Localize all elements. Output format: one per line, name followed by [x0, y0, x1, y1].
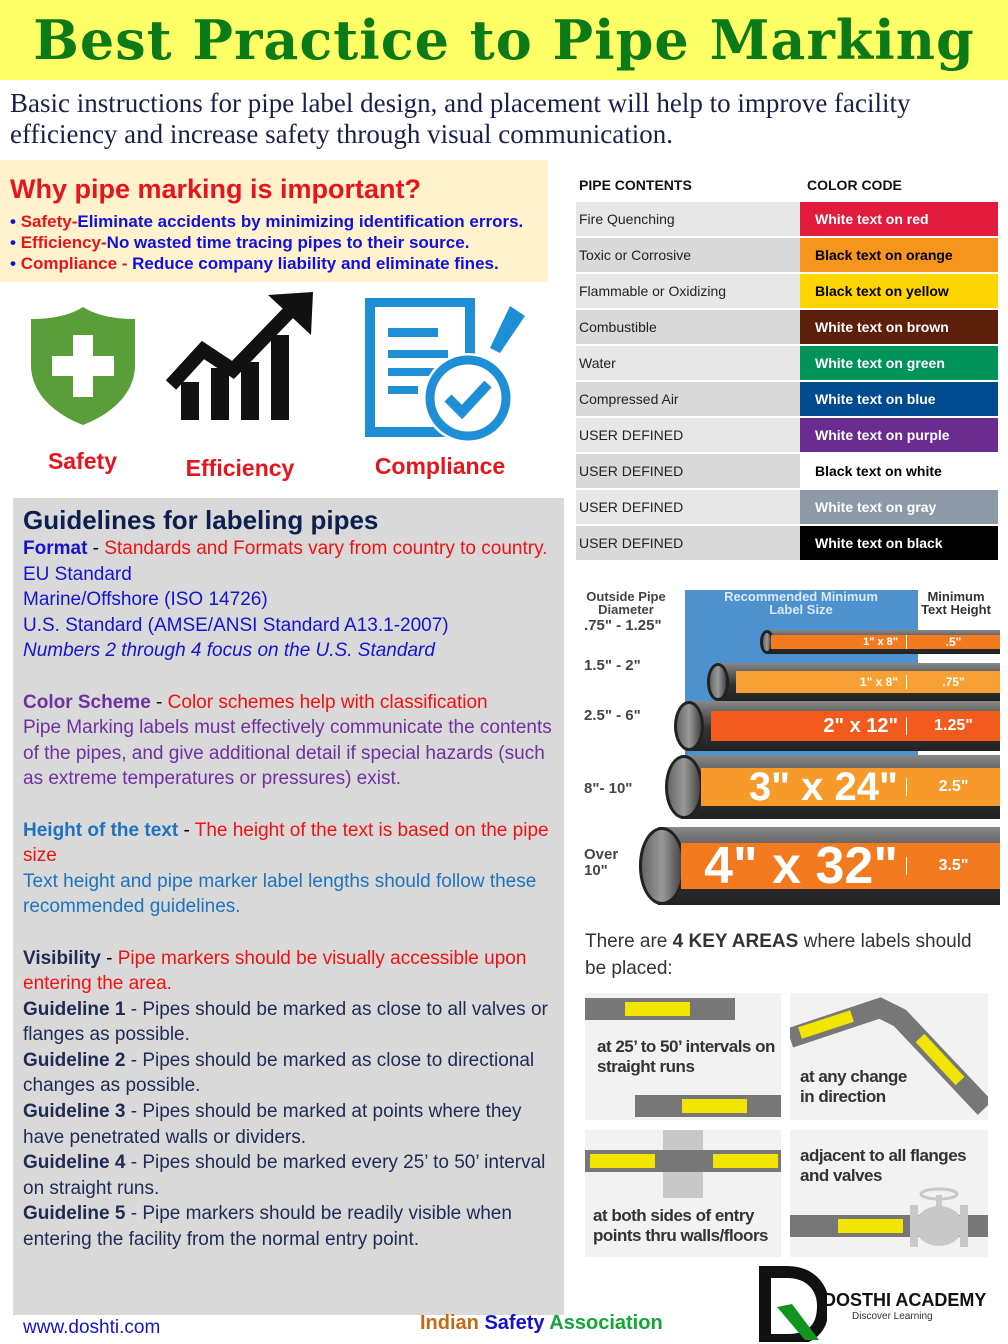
color-code-cell: White text on purple: [800, 418, 998, 452]
header-diameter: Outside Pipe Diameter: [586, 589, 666, 617]
guideline-key: Guideline 4: [23, 1152, 126, 1174]
compliance-block: [360, 298, 520, 480]
org-part: Association: [549, 1312, 663, 1334]
pipe-size-chart: [576, 585, 1000, 905]
intro-text: Basic instructions for pipe label design, and placement will help to improve facility efficiency and increase safety through visual communication.: [10, 88, 911, 149]
visibility-key: Visibility: [23, 947, 101, 969]
table-row: [576, 346, 998, 382]
key-area-text: at 25’ to 50’ intervals on straight runs: [597, 1037, 775, 1076]
guideline-key: Guideline 1: [23, 998, 126, 1020]
table-row: [576, 490, 998, 526]
guidelines-title: Guidelines for labeling pipes: [23, 505, 379, 535]
website-link[interactable]: www.doshti.com: [23, 1317, 161, 1338]
key-area-text: at any change in direction: [800, 1067, 907, 1106]
guideline-text: Pipes should be marked at points where they have penetrated walls or dividers.: [23, 1101, 522, 1148]
bullet-key: Compliance -: [20, 254, 133, 273]
bullet-key: Efficiency-: [20, 233, 107, 252]
pipe-end: [674, 701, 704, 751]
color-code-cell: White text on gray: [800, 490, 998, 524]
why-title: Why pipe marking is important?: [10, 174, 422, 204]
pipe-contents-cell: USER DEFINED: [576, 454, 800, 488]
intro-pre: There are: [585, 931, 673, 952]
pipe-contents-cell: Flammable or Oxidizing: [576, 274, 800, 308]
visibility-paragraph: Visibility - Pipe markers should be visually accessible upon entering the area.: [23, 947, 527, 995]
pipe-diameter: .75" - 1.25": [584, 617, 662, 634]
pipe-end: [707, 663, 730, 701]
efficiency-label: Efficiency: [185, 455, 295, 481]
guideline-item: Guideline 1 - Pipes should be marked as close to all valves or flanges as possible.: [23, 998, 548, 1046]
visibility-text: Pipe markers should be visually accessible upon entering the area.: [23, 947, 527, 995]
key-area-entry-points: [585, 1130, 781, 1257]
guideline-key: Guideline 3: [23, 1101, 126, 1123]
guideline-item: Guideline 5 - Pipe markers should be readily visible when entering the facility from the normal entry point.: [23, 1203, 512, 1251]
header-text-height: Minimum Text Height: [921, 589, 991, 617]
guideline-text: Pipes should be marked as close to all valves or flanges as possible.: [23, 998, 548, 1046]
color-code-cell: White text on black: [800, 526, 998, 560]
bullet-key: Safety-: [20, 212, 78, 231]
pipe-contents-cell: USER DEFINED: [576, 418, 800, 452]
format-key: Format: [23, 538, 88, 559]
page-title: Best Practice to Pipe Marking: [33, 8, 975, 72]
header-pipe-contents: PIPE CONTENTS: [579, 177, 692, 193]
header-label-size: Recommended Minimum Label Size: [724, 589, 878, 617]
pipe-label-band: [701, 764, 1000, 809]
pipe-contents-cell: Toxic or Corrosive: [576, 238, 800, 272]
pipe-label-band: [736, 671, 1000, 694]
pipe-end: [639, 827, 686, 905]
guideline-item: Guideline 4 - Pipes should be marked every 25’ to 50’ interval on straight runs.: [23, 1152, 546, 1199]
key-area-straight-runs: [585, 993, 781, 1120]
color-code-table: [576, 168, 998, 562]
label-size: 1" x 8": [859, 674, 898, 689]
organization-name: [420, 1312, 663, 1335]
guideline-item: Guideline 2 - Pipes should be marked as close to directional changes as possible.: [23, 1049, 535, 1097]
standard-item: EU Standard: [23, 563, 132, 585]
org-part: Indian: [420, 1312, 485, 1334]
height-body: Text height and pipe marker label lengths should follow these recommended guidelines.: [23, 870, 537, 918]
label-size: 2" x 12": [823, 714, 898, 737]
pipe-contents-cell: Water: [576, 346, 800, 380]
text-height: 3.5": [906, 857, 1000, 875]
guideline-key: Guideline 2: [23, 1049, 126, 1071]
pipe-diameter: 1.5" - 2": [584, 657, 641, 674]
guideline-item: Guideline 3 - Pipes should be marked at points where they have penetrated walls or dividers.: [23, 1101, 522, 1148]
height-text: The height of the text is based on the pipe size: [23, 819, 549, 867]
intro-post: where labels should be placed:: [585, 931, 972, 979]
why-bullet: • Compliance - Reduce company liability and eliminate fines.: [10, 254, 499, 273]
table-row: [576, 310, 998, 346]
pipe-diameter: 8"- 10": [584, 780, 633, 797]
color-scheme-paragraph: Color Scheme - Color schemes help with classification: [23, 691, 488, 713]
pipe-contents-cell: USER DEFINED: [576, 526, 800, 560]
color-code-cell: White text on blue: [800, 382, 998, 416]
guidelines-section: [13, 498, 564, 1315]
key-area-text: at both sides of entry points thru walls/floors: [593, 1206, 769, 1245]
height-paragraph: Height of the text - The height of the text is based on the pipe size: [23, 819, 549, 867]
logo-mark-icon: [757, 1262, 827, 1342]
bullet-text: No wasted time tracing pipes to their source.: [106, 233, 470, 252]
pipe-diameter: 2.5" - 6": [584, 707, 641, 724]
key-area-flanges-valves: [790, 1130, 988, 1257]
safety-block: [20, 305, 145, 475]
table-row: [576, 382, 998, 418]
color-text: Color schemes help with classification: [167, 691, 488, 713]
color-code-cell: Black text on white: [800, 454, 998, 488]
label-size: 1" x 8": [863, 635, 898, 648]
table-row: [576, 238, 998, 274]
key-areas-intro: [585, 928, 975, 982]
color-key: Color Scheme: [23, 691, 151, 713]
pipe-contents-cell: USER DEFINED: [576, 490, 800, 524]
color-body: Pipe Marking labels must effectively communicate the contents of the pipes, and give additional detail if special hazards (such as extreme temperatures or pressures) exist.: [23, 717, 552, 790]
table-row: [576, 274, 998, 310]
logo-name: DOSTHI ACADEMY: [823, 1290, 987, 1310]
intro-bold: 4 KEY AREAS: [672, 931, 799, 952]
pipe-diameter: Over 10": [584, 846, 619, 879]
compliance-label: Compliance: [374, 453, 506, 479]
org-part: Safety: [484, 1312, 550, 1334]
bullet-text: Eliminate accidents by minimizing identification errors.: [77, 212, 524, 231]
bullet-text: Reduce company liability and eliminate fines.: [132, 254, 499, 273]
key-area-direction-change: [790, 993, 988, 1120]
color-code-cell: White text on red: [800, 202, 998, 236]
guideline-text: Pipes should be marked every 25’ to 50’ interval on straight runs.: [23, 1152, 546, 1199]
pipe-contents-cell: Combustible: [576, 310, 800, 344]
color-code-cell: Black text on yellow: [800, 274, 998, 308]
format-paragraph: Format - Standards and Formats vary from country to country.: [23, 538, 548, 559]
efficiency-block: [160, 290, 320, 482]
safety-label: Safety: [47, 448, 118, 474]
guideline-text: Pipes should be marked as close to directional changes as possible.: [23, 1049, 535, 1097]
standards-note: Numbers 2 through 4 focus on the U.S. Standard: [23, 640, 435, 662]
why-bullet: • Efficiency-No wasted time tracing pipes to their source.: [10, 233, 470, 252]
text-height: .5": [906, 635, 1000, 649]
shield-icon: [27, 305, 139, 427]
standard-item: Marine/Offshore (ISO 14726): [23, 589, 268, 611]
height-key: Height of the text: [23, 819, 179, 841]
growth-chart-icon: [163, 290, 318, 420]
key-areas-section: [585, 928, 1000, 982]
pipe-label-band: [681, 837, 1000, 895]
table-header: [576, 168, 998, 202]
label-size: 3" x 24": [748, 764, 898, 809]
guideline-text: Pipe markers should be readily visible when entering the facility from the normal entry point.: [23, 1203, 512, 1251]
key-area-text: adjacent to all flanges and valves: [800, 1146, 967, 1185]
table-row: [576, 418, 998, 454]
document-check-icon: [360, 298, 525, 448]
table-row: [576, 526, 998, 562]
header-color-code: COLOR CODE: [807, 177, 902, 193]
table-row: [576, 454, 998, 490]
why-bullet: • Safety-Eliminate accidents by minimizing identification errors.: [10, 212, 524, 231]
logo-tagline: Discover Learning: [852, 1311, 933, 1322]
format-text: Standards and Formats vary from country to country.: [104, 538, 548, 559]
standard-item: U.S. Standard (AMSE/ANSI Standard A13.1-2007): [23, 614, 449, 636]
pipe-contents-cell: Fire Quenching: [576, 202, 800, 236]
dosthi-academy-logo: [757, 1262, 1007, 1342]
pipe-end: [665, 755, 703, 819]
color-code-cell: Black text on orange: [800, 238, 998, 272]
table-body: [576, 202, 998, 562]
text-height: .75": [906, 675, 1000, 689]
label-size: 4" x 32": [704, 837, 898, 895]
table-row: [576, 202, 998, 238]
text-height: 1.25": [906, 717, 1000, 735]
title-banner: [0, 0, 1008, 80]
guideline-key: Guideline 5: [23, 1203, 126, 1225]
color-code-cell: White text on brown: [800, 310, 998, 344]
pipe-contents-cell: Compressed Air: [576, 382, 800, 416]
why-section: [0, 160, 548, 282]
color-code-cell: White text on green: [800, 346, 998, 380]
pipe-label-band: [711, 711, 1000, 741]
text-height: 2.5": [906, 778, 1000, 796]
pipe-label-band: [771, 635, 1000, 649]
